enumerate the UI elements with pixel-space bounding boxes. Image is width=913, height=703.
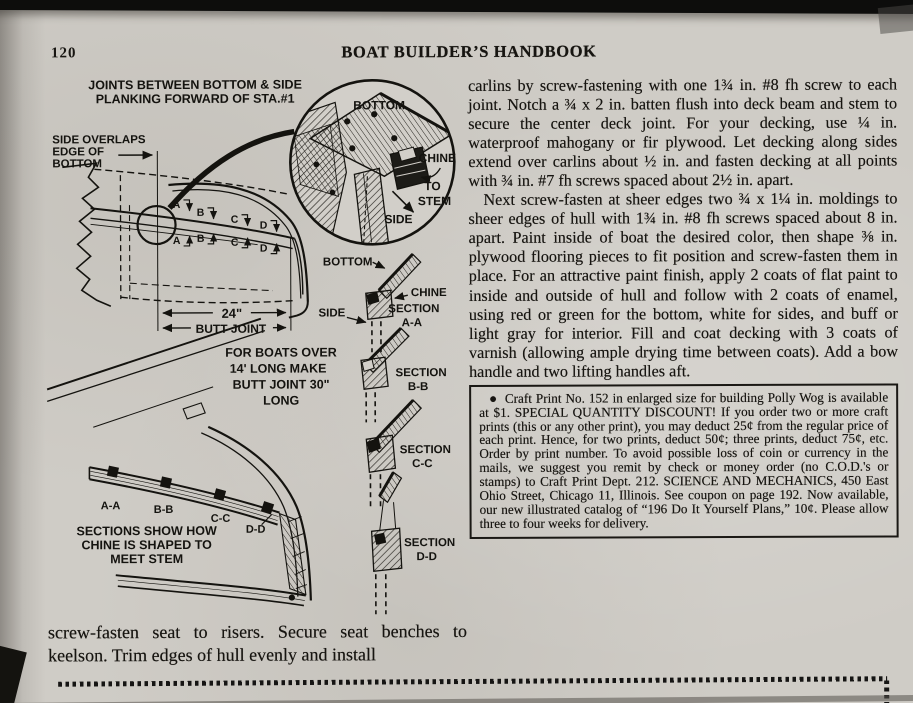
bow-caption xyxy=(76,524,217,566)
marker-a-bottom: A xyxy=(172,234,181,247)
side-overlaps-line1: SIDE OVERLAPS xyxy=(52,134,146,147)
marker-b-bottom: B xyxy=(196,232,205,245)
screw-dot xyxy=(350,146,355,151)
boat-joint-diagram xyxy=(32,76,466,626)
stem-foot xyxy=(289,302,308,318)
inset-stem-label: STEM xyxy=(417,194,452,209)
article-paragraph-1: carlins by screw-fastening with one 1¾ in. #8 fh screw to each joint. Notch a ¾ x 2 in. batten flush into deck beam and stem to secure the center deck joint. For your decking, use ¼ in. waterproof mahogany or fir plywood. Let decking along sides extend over carlins about ½ in. and fasten decking at all points with ¾ in. #7 fh screws spaced about 2½ in. apart. xyxy=(468,75,898,191)
aa-bottom-arrow xyxy=(373,262,385,268)
dd-section-id: D-D xyxy=(416,551,437,564)
marker-d-bottom: D xyxy=(259,242,268,255)
marker-bracket xyxy=(271,221,277,232)
aa-side-arrow xyxy=(347,317,366,322)
butt-joint-note xyxy=(225,345,337,407)
bow-caption-line1: SECTIONS SHOW HOW xyxy=(76,523,217,539)
keel-top xyxy=(116,575,306,597)
cc-section-id: C-C xyxy=(412,458,433,471)
marker-c-top: C xyxy=(230,213,239,226)
hidden-bottom-edge xyxy=(121,297,295,304)
hidden-bottom-edge-2 xyxy=(130,283,273,291)
chine-notch-cc xyxy=(214,489,226,501)
dd-section-word: SECTION xyxy=(404,537,456,550)
bow-caption-line3: MEET STEM xyxy=(110,551,184,567)
chine-notch-bb xyxy=(160,477,171,488)
dim-extension-left xyxy=(157,151,158,331)
section-cut-markers xyxy=(173,199,277,255)
bow-marker-bb: B-B xyxy=(153,503,174,517)
bb-section-id: B-B xyxy=(407,381,429,394)
side-overlaps-line3: BOTTOM xyxy=(52,158,102,171)
keel-bottom xyxy=(118,586,304,607)
side-overlaps-label xyxy=(52,134,152,170)
note-line1: FOR BOATS OVER xyxy=(225,345,337,360)
inset-bottom-label: BOTTOM xyxy=(353,98,406,113)
dd-side-plank-dashed xyxy=(376,574,386,614)
diagram-title-line2: PLANKING FORWARD OF STA.#1 xyxy=(95,91,295,107)
article-paragraph-2: Next screw-fasten at sheer edges two ¾ x 1¼ in. moldings to sheer edges of hull with 1¾ in. #8 fh screws spaced about 8 in. apart. Paint inside of boat the desired color, then shape ⅜ in. plywood flooring pieces to fit position and screw-fasten them in place. For an attractive paint finish, apply 2 coats of flat paint to inside and outside of hull and follow with 2 coats of enamel, using red or green for the bottom, white for sides, and buff or light gray for interior. Fill and coat decking with 3 coats of varnish (allowing ample drying time between coats). Add a bow handle and two lifting handles aft. xyxy=(468,189,899,381)
marker-bracket xyxy=(184,236,190,246)
bb-section-word: SECTION xyxy=(395,367,447,380)
screw-dot xyxy=(330,190,335,195)
page-number: 120 xyxy=(50,45,77,62)
stem-gusset xyxy=(183,403,205,419)
bow-caption-line2: CHINE IS SHAPED TO xyxy=(81,537,212,553)
marker-bracket xyxy=(242,215,248,226)
screw-dot xyxy=(314,162,319,167)
note-line4: LONG xyxy=(263,393,300,408)
marker-bracket xyxy=(183,200,189,211)
broken-edge xyxy=(62,163,110,306)
chine-log-grain xyxy=(90,471,278,522)
craft-print-notice-box xyxy=(469,383,899,539)
dd-chine-notch xyxy=(375,533,386,544)
section-bb-labels xyxy=(395,367,446,393)
article-right-column xyxy=(468,75,899,538)
marker-b-top: B xyxy=(196,206,205,219)
section-dd-drawing xyxy=(371,472,401,614)
marker-a-top: A xyxy=(172,198,181,211)
diagram-title xyxy=(88,78,302,107)
marker-bracket xyxy=(207,208,213,219)
inset-side-label: SIDE xyxy=(384,212,413,227)
aa-section-word: SECTION xyxy=(388,303,440,316)
bullet-icon: ● xyxy=(489,390,498,406)
inset-to-label: TO xyxy=(424,179,441,194)
bow-marker-dd: D-D xyxy=(245,523,266,536)
clamp-line-3 xyxy=(93,387,213,427)
aa-section-id: A-A xyxy=(401,317,423,330)
aa-side-label: SIDE xyxy=(318,307,346,320)
hull-side-view xyxy=(62,151,308,332)
note-line3: BUTT JOINT 30" xyxy=(232,377,330,392)
diagram-svg xyxy=(32,76,466,626)
bow-marker-aa: A-A xyxy=(100,500,121,513)
screw-dot xyxy=(392,136,397,141)
marker-c-bottom: C xyxy=(230,236,239,249)
diagram-title-line1: JOINTS BETWEEN BOTTOM & SIDE xyxy=(88,77,302,93)
callout-curve xyxy=(169,132,294,208)
side-overlaps-line2: EDGE OF xyxy=(52,146,105,159)
inset-chine-label: CHINE xyxy=(418,151,457,166)
note-line2: 14' LONG MAKE xyxy=(229,361,327,376)
screw-dot xyxy=(345,119,350,124)
aa-chine-arrow xyxy=(395,295,408,298)
page-title: BOAT BUILDER’S HANDBOOK xyxy=(341,41,597,62)
dim-value: 24" xyxy=(221,305,243,321)
notice-text: Craft Print No. 152 in enlarged size for building Polly Wog is available at $1. SPECIAL QUANTITY DISCOUNT! If you order two or more craft prints (this or any other print), you may deduct 25¢ from the regular price of each print. Hence, for two prints, deduct 50¢; three prints, deduct 75¢, etc. Order by print number. To avoid possible loss of coin or currency in the mails, we suggest you remit by check or money order (no C.O.D.'s or stamps) to Craft Print Dept. 212. SCIENCE AND MECHANICS, 450 East Ohio Street, Chicago 11, Illinois. See coupon on page 192. Now available, our new illustrated catalog of “196 Do It Yourself Plans,” 10¢. Please allow three to four weeks for delivery. xyxy=(479,389,889,531)
keel-dot xyxy=(289,595,294,600)
dd-plank-to-block xyxy=(380,500,396,531)
bow-marker-cc: C-C xyxy=(210,512,231,525)
screw-dot xyxy=(372,112,377,117)
notice-text-block xyxy=(479,390,888,530)
inset-detail-circle xyxy=(288,80,456,249)
cc-side-plank-dashed xyxy=(370,474,380,506)
article-left-column-text: screw-fasten seat to risers. Secure seat benches to keelson. Trim edges of hull evenly and install xyxy=(47,620,468,666)
section-dd-labels xyxy=(404,537,455,563)
section-cc-labels xyxy=(400,444,451,470)
dim-label: BUTT JOINT xyxy=(195,321,267,336)
aa-chine-label: CHINE xyxy=(410,287,447,300)
coupon-cut-line xyxy=(58,676,887,686)
bb-side-plank-dashed xyxy=(366,392,375,422)
aa-bottom-label: BOTTOM xyxy=(322,256,373,269)
cc-section-word: SECTION xyxy=(399,444,451,457)
chine-notch-aa xyxy=(107,466,118,477)
scan-bottom-edge xyxy=(1,695,913,703)
marker-d-top: D xyxy=(259,219,268,232)
